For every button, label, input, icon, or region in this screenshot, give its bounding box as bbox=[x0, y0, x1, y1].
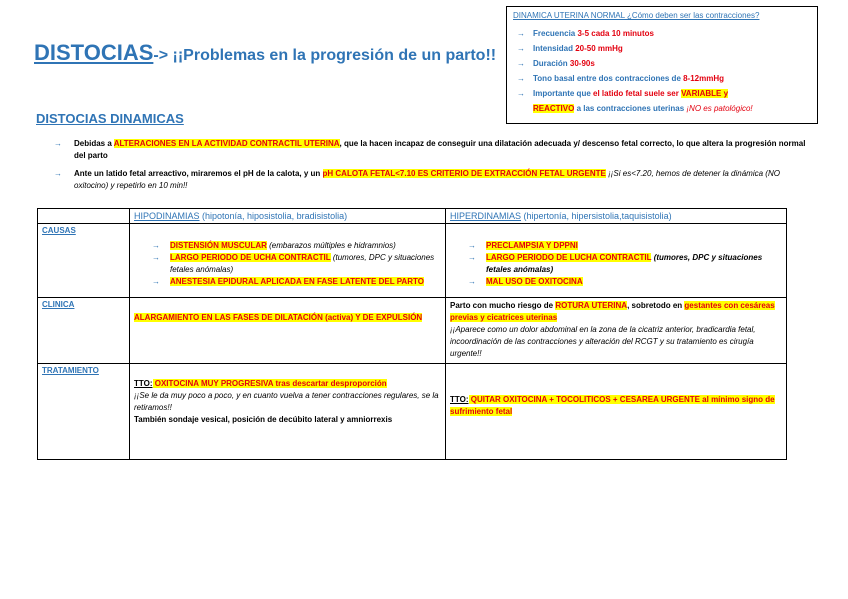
normal-box-item bbox=[517, 56, 811, 71]
highlight-text: ALARGAMIENTO EN LAS FASES DE DILATACIÓN (activa) Y DE EXPULSIÓN bbox=[134, 313, 423, 322]
normal-box-item bbox=[517, 26, 811, 41]
highlight-text: REACTIVO bbox=[533, 104, 575, 113]
highlight-text: PRECLAMPSIA Y DPPNI bbox=[486, 241, 578, 250]
hyper-header-sub: (hipertonía, hipersistolia,taquisistolia) bbox=[521, 211, 672, 221]
hyper-header-cell bbox=[446, 209, 787, 224]
table-row bbox=[38, 298, 787, 364]
hypo-header: HIPODINAMIAS bbox=[134, 211, 200, 221]
normal-box-item bbox=[517, 41, 811, 56]
item-value: 20-50 mmHg bbox=[575, 44, 623, 53]
bullet-note: ¡¡Si es<7.20, hemos de detener la dinámica (NO oxitocino) y repetirlo en 10 min!! bbox=[74, 169, 780, 190]
list-note: (tumores, DPC y situaciones fetales anómalas) bbox=[486, 253, 763, 274]
item-value: 30-90s bbox=[569, 59, 595, 68]
intro-bullets bbox=[38, 138, 808, 198]
bullet-text: , que la hacen incapaz de conseguir una dilatación adecuada y/ descenso fetal correcto, lo que altera la progresión normal del parto bbox=[74, 139, 806, 160]
hypo-tratamiento-cell bbox=[130, 364, 446, 460]
highlight-text: VARIABLE y bbox=[681, 89, 729, 98]
item-text: a las contracciones uterinas bbox=[574, 104, 687, 113]
tto-label: TTO: bbox=[450, 395, 469, 404]
tto-label: TTO: bbox=[134, 379, 153, 388]
item-value: 3-5 cada 10 minutos bbox=[577, 29, 654, 38]
highlight-text: pH CALOTA FETAL<7.10 ES CRITERIO DE EXTRACCIÓN FETAL URGENTE bbox=[322, 169, 606, 178]
normal-box-item bbox=[517, 86, 811, 101]
hyper-causas-list bbox=[450, 240, 782, 288]
hyper-header: HIPERDINAMIAS bbox=[450, 211, 522, 221]
highlight-text: MAL USO DE OXITOCINA bbox=[486, 277, 583, 286]
row-label: TRATAMIENTO bbox=[38, 364, 130, 460]
intro-bullet bbox=[38, 138, 808, 162]
title-main: DISTOCIAS bbox=[34, 40, 154, 65]
table-row bbox=[38, 364, 787, 460]
arrow-right-icon: → bbox=[468, 241, 476, 250]
hypo-tto-line bbox=[134, 378, 441, 390]
highlight-text: QUITAR OXITOCINA + TOCOLITICOS + CESAREA URGENTE al mínimo signo de sufrimiento fetal bbox=[450, 395, 775, 416]
hypo-clinica-cell bbox=[130, 298, 446, 364]
table-row bbox=[38, 224, 787, 298]
list-note: (tumores, DPC y situaciones fetales anómalas) bbox=[170, 253, 435, 274]
item-label: Duración bbox=[533, 59, 570, 68]
highlight-text: ANESTESIA EPIDURAL APLICADA EN FASE LATENTE DEL PARTO bbox=[170, 277, 424, 286]
item-value: 8-12mmHg bbox=[683, 74, 725, 83]
row-label: CAUSAS bbox=[38, 224, 130, 298]
arrow-right-icon: → bbox=[517, 89, 525, 98]
highlight-text: ALTERACIONES EN LA ACTIVIDAD CONTRACTIL UTERINA bbox=[113, 139, 340, 148]
arrow-right-icon: → bbox=[152, 241, 160, 250]
highlight-text: LARGO PERIODO DE LUCHA CONTRACTIL bbox=[486, 253, 652, 262]
arrow-right-icon: → bbox=[517, 29, 525, 38]
list-item bbox=[468, 252, 782, 276]
normal-box-title: DINAMICA UTERINA NORMAL ¿Cómo deben ser las contracciones? bbox=[513, 11, 760, 20]
normal-dynamics-box bbox=[506, 6, 818, 124]
highlight-text: OXITOCINA MUY PROGRESIVA tras descartar desproporción bbox=[152, 379, 387, 388]
arrow-right-icon: → bbox=[152, 253, 160, 262]
normal-box-item bbox=[517, 71, 811, 86]
list-note: (embarazos múltiples e hidramnios) bbox=[266, 241, 396, 250]
highlight-text: ROTURA UTERINA bbox=[555, 301, 628, 310]
row-label: CLINICA bbox=[38, 298, 130, 364]
item-label: Intensidad bbox=[533, 44, 576, 53]
title-sub: -> ¡¡Problemas en la progresión de un parto!! bbox=[153, 47, 497, 64]
arrow-right-icon: → bbox=[517, 44, 525, 53]
distocias-table bbox=[37, 208, 787, 460]
hyper-causas-cell bbox=[446, 224, 787, 298]
list-item bbox=[468, 240, 782, 252]
hypo-causas-cell bbox=[130, 224, 446, 298]
bullet-text: Debidas a bbox=[74, 139, 114, 148]
hypo-header-cell bbox=[130, 209, 446, 224]
arrow-right-icon: → bbox=[517, 59, 525, 68]
hyper-tratamiento-cell bbox=[446, 364, 787, 460]
highlight-text: LARGO PERIODO DE UCHA CONTRACTIL bbox=[170, 253, 331, 262]
arrow-right-icon: → bbox=[517, 74, 525, 83]
arrow-right-icon: → bbox=[468, 277, 476, 286]
page-title bbox=[34, 40, 496, 66]
cell-text: Parto con mucho riesgo de bbox=[450, 301, 556, 310]
list-item bbox=[152, 240, 441, 252]
table-header-row bbox=[38, 209, 787, 224]
arrow-right-icon: → bbox=[468, 253, 476, 262]
highlight-text: DISTENSIÓN MUSCULAR bbox=[170, 241, 267, 250]
hypo-clinica-text bbox=[134, 312, 441, 324]
hypo-header-sub: (hipotonía, hiposistolia, bradisistolia) bbox=[199, 211, 348, 221]
list-item bbox=[152, 252, 441, 276]
hypo-tto-note: ¡¡Se le da muy poco a poco, y en cuanto vuelva a tener contracciones regulares, se la retiramos!! bbox=[134, 391, 439, 412]
list-item bbox=[152, 276, 441, 288]
hyper-clinica-text bbox=[450, 300, 782, 324]
hyper-clinica-note: ¡¡Aparece como un dolor abdominal en la zona de la cicatriz anterior, bradicardia fetal, incoordinación de las contracciones y alteración del RCGT y su tratamiento es cirugía urgente!! bbox=[450, 325, 756, 358]
arrow-right-icon: → bbox=[54, 139, 62, 148]
intro-bullet bbox=[38, 168, 808, 192]
item-note: ¡NO es patológico! bbox=[686, 104, 753, 113]
normal-box-list bbox=[513, 26, 811, 116]
item-label: Importante que bbox=[533, 89, 594, 98]
hyper-clinica-cell bbox=[446, 298, 787, 364]
hypo-causas-list bbox=[134, 240, 441, 288]
item-label: Frecuencia bbox=[533, 29, 578, 38]
normal-box-item bbox=[533, 101, 811, 116]
table-corner-cell bbox=[38, 209, 130, 224]
hypo-tto-also: También sondaje vesical, posición de decúbito lateral y amniorrexis bbox=[134, 415, 393, 424]
cell-text: , sobretodo en bbox=[627, 301, 685, 310]
hyper-tto-line bbox=[450, 394, 782, 418]
arrow-right-icon: → bbox=[54, 169, 62, 178]
item-label: Tono basal entre dos contracciones de bbox=[533, 74, 684, 83]
section-heading: DISTOCIAS DINAMICAS bbox=[36, 111, 184, 126]
list-item bbox=[468, 276, 782, 288]
bullet-text: Ante un latido fetal arreactivo, miraremos el pH de la calota, y un bbox=[74, 169, 323, 178]
arrow-right-icon: → bbox=[152, 277, 160, 286]
item-text: el latido fetal suele ser bbox=[593, 89, 682, 98]
highlight-text: gestantes con cesáreas previas y cicatrices uterinas bbox=[450, 301, 775, 322]
